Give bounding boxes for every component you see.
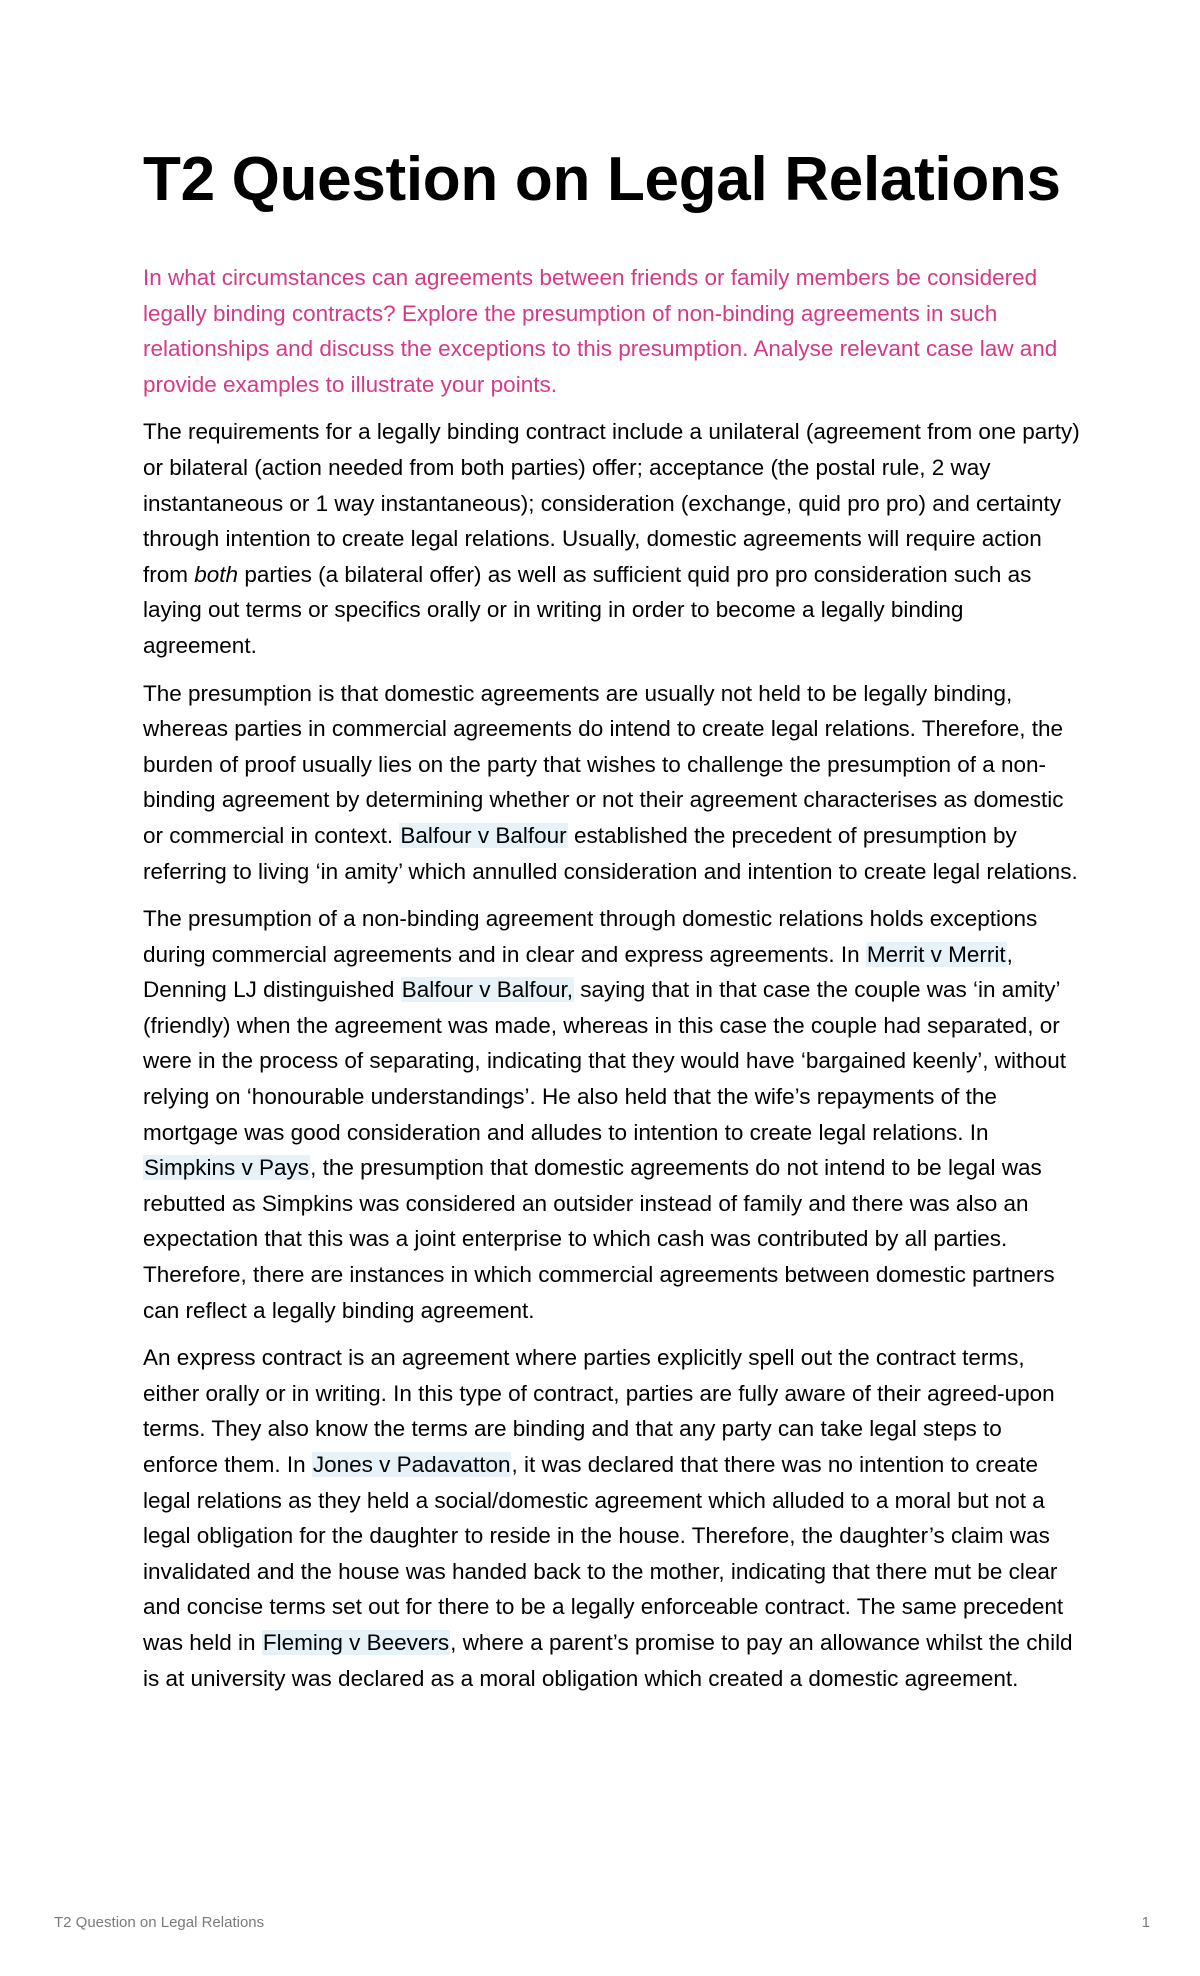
- paragraph-express-contract: [143, 1340, 1083, 1696]
- paragraph-text: , it was declared that there was no intention to create legal relations as they held a social/domestic agreement which alluded to a moral but not a legal obligation for the daughter to reside in the house. Therefore, the daughter’s claim was invalidated and the house was handed back to the mother, indicating that there mut be clear and concise terms set out for there to be a legally enforceable contract. The same precedent was held in: [143, 1452, 1064, 1655]
- paragraph-text: The presumption of a non-binding agreement through domestic relations holds exceptions during commercial agreements and in clear and express agreements. In: [143, 906, 1038, 967]
- case-ref-jones: Jones v Padavatton: [312, 1452, 511, 1477]
- page-title: T2 Question on Legal Relations: [143, 145, 1061, 214]
- paragraph-text: saying that in that case the couple was ‘in amity’ (friendly) when the agreement was made, whereas in this case the couple had separated, or were in the process of separating, indicating that they would have ‘bargained keenly’, without relying on ‘honourable understandings’. He also held that the wife’s repayments of the mortgage was good consideration and alludes to intention to create legal relations. In: [143, 977, 1067, 1145]
- paragraph-text: , where a parent’s promise to pay an allowance whilst the child is at university was declared as a moral obligation which created a domestic agreement.: [143, 1629, 1073, 1691]
- case-ref-balfour: Balfour v Balfour,: [401, 977, 574, 1003]
- paragraph-text: An express contract is an agreement where parties explicitly spell out the contract terms, either orally or in writing. In this type of contract, parties are fully aware of their agreed-upon terms. They also know the terms are binding and that any party can take legal steps to enforce them. In: [143, 1345, 1055, 1477]
- document-body: [143, 140, 1083, 1696]
- paragraph-text: , the presumption that domestic agreements do not intend to be legal was rebutted as Simpkins was considered an outsider instead of family and there was also an expectation that this was a joint enterprise to which cash was contributed by all parties. Therefore, there are instances in which commercial agreements between domestic partners can reflect a legally binding agreement.: [143, 1155, 1055, 1323]
- case-ref-fleming: Fleming v Beevers: [262, 1629, 450, 1655]
- paragraph-exceptions: [143, 901, 1083, 1328]
- paragraph-text: parties (a bilateral offer) as well as sufficient quid pro pro consideration such as laying out terms or specifics orally or in writing in order to become a legally binding agreement.: [143, 561, 1032, 658]
- emphasis-text: both: [194, 561, 239, 587]
- footer-page-number: 1: [1141, 1914, 1150, 1931]
- case-ref-simpkins: Simpkins v Pays: [144, 1155, 310, 1181]
- paragraph-text: The presumption is that domestic agreements are usually not held to be legally binding, whereas parties in commercial agreements do intend to create legal relations. Therefore, the burden of proof usually lies on the party that wishes to challenge the presumption of a non-binding agreement by determining whether or not their agreement characterises as domestic or commercial in context.: [143, 680, 1064, 848]
- paragraph-text: established the precedent of presumption by referring to living ‘in amity’ which annulled consideration and intention to create legal relations.: [143, 822, 1078, 884]
- footer-title: T2 Question on Legal Relations: [54, 1914, 265, 1931]
- question-prompt: In what circumstances can agreements between friends or family members be considered legally binding contracts? Explore the presumption of non-binding agreements in such relationships and discuss the exceptions to this presumption. Analyse relevant case law and provide examples to illustrate your points.: [143, 265, 1058, 397]
- case-ref-balfour: Balfour v Balfour: [400, 822, 567, 848]
- paragraph-text: The requirements for a legally binding contract include a unilateral (agreement from one party) or bilateral (action needed from both parties) offer; acceptance (the postal rule, 2 way instantaneous or 1 way instantaneous); consideration (exchange, quid pro pro) and certainty through intention to create legal relations. Usually, domestic agreements will require action from: [143, 419, 1080, 587]
- case-ref-merrit: Merrit v Merrit: [866, 941, 1006, 967]
- paragraph-text: , Denning LJ distinguished: [143, 941, 1013, 1003]
- paragraph-requirements: [143, 414, 1083, 663]
- paragraph-presumption: [143, 676, 1083, 890]
